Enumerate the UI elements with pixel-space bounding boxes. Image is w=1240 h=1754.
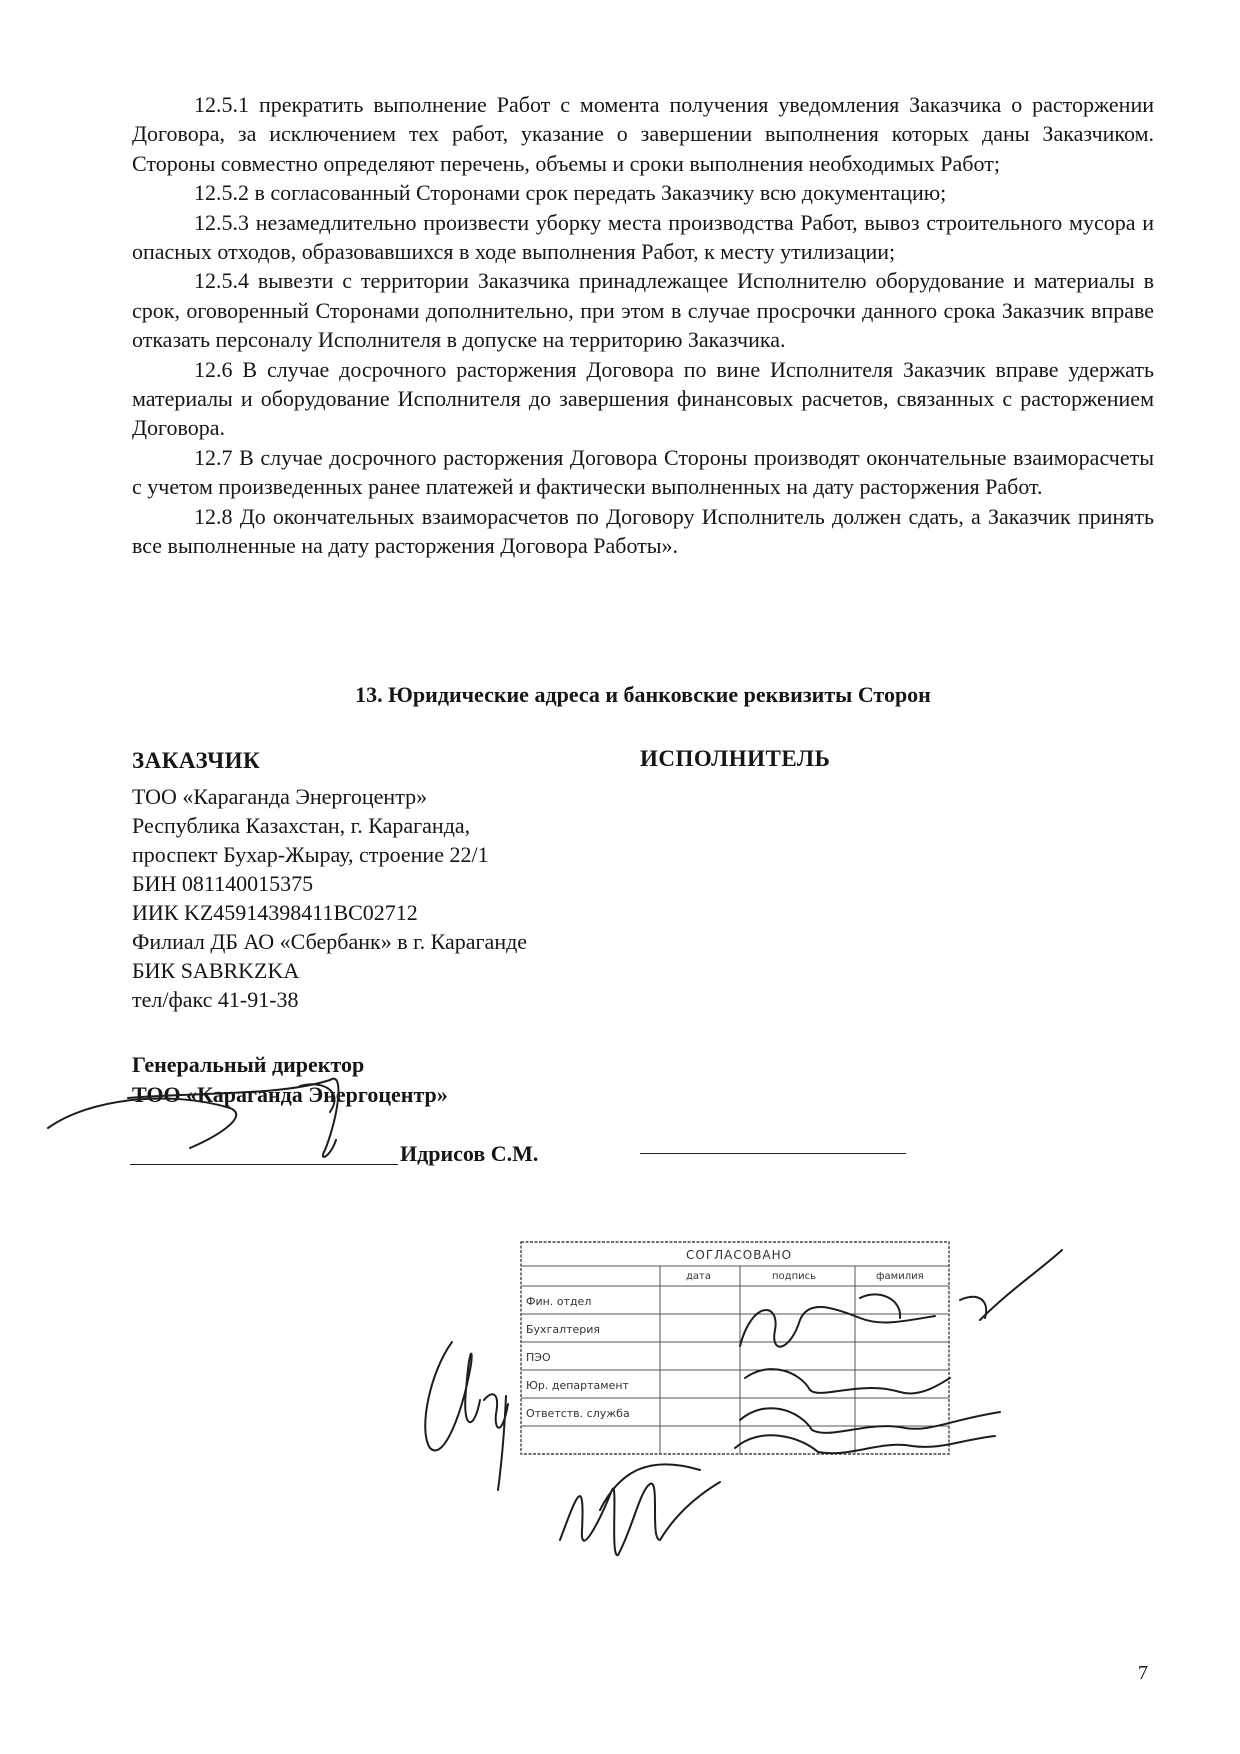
customer-iik: ИИК KZ45914398411BC02712 [132,900,418,925]
stamp-row-finance: Фин. отдел [526,1295,592,1308]
contractor-signature-line [640,1153,906,1154]
stamp-column-signature: подпись [772,1271,816,1282]
customer-street: проспект Бухар-Жырау, строение 22/1 [132,842,489,867]
customer-details [132,782,527,1014]
stamp-row-accounting: Бухгалтерия [526,1323,601,1336]
customer-bik: БИК SABRKZKA [132,958,300,983]
customer-bin: БИН 081140015375 [132,871,314,896]
stamp-column-date: дата [686,1271,711,1282]
stamp-title: СОГЛАСОВАНО [686,1248,793,1262]
clause-12-7: 12.7 В случае досрочного расторжения Договора Стороны производят окончательные взаиморасчеты с учетом произведенных ранее платежей и фактически выполненных на дату расторжения Работ. [132,444,1154,500]
signatory-title: Генеральный директор [132,1052,365,1077]
customer-company: ТОО «Караганда Энергоцентр» [132,784,428,809]
signatory-org: ТОО «Караганда Энергоцентр» [132,1082,448,1107]
stamp-column-surname: фамилия [876,1271,924,1282]
customer-signatory [132,1050,448,1110]
signatory-name: Идрисов С.М. [400,1141,539,1166]
page-number: 7 [1138,1662,1148,1684]
stamp-signature-6 [960,1297,986,1318]
bottom-signature [560,1464,720,1555]
stamp-row-responsible: Ответств. служба [526,1407,630,1420]
clause-12-5-3: 12.5.3 незамедлительно произвести уборку места производства Работ, вывоз строительного мусора и опасных отходов, образовавшихся в ходе выполнения Работ, к месту утилизации; [132,209,1154,265]
contract-text [132,90,1154,561]
clause-12-5-1: 12.5.1 прекратить выполнение Работ с момента получения уведомления Заказчика о расторжении Договора, за исключением тех работ, указание о завершении выполнения которых даны Заказчиком. Стороны совместно определяют перечень, объемы и сроки выполнения необходимых Работ; [132,92,1154,176]
approval-stamp [520,1240,952,1458]
stamp-row-peo: ПЭО [526,1351,551,1364]
clause-12-5-4: 12.5.4 вывезти с территории Заказчика принадлежащее Исполнителю оборудование и материалы в срок, оговоренный Сторонами дополнительно, при этом в случае просрочки данного срока Заказчик вправе отказать персоналу Исполнителя в допуске на территорию Заказчика. [132,268,1154,353]
side-signature [425,1342,508,1490]
clause-12-5-2: 12.5.2 в согласованный Сторонами срок передать Заказчику всю документацию; [194,180,947,206]
customer-city: Республика Казахстан, г. Караганда, [132,813,471,838]
clause-12-8: 12.8 До окончательных взаиморасчетов по Договору Исполнитель должен сдать, а Заказчик принять все выполненные на дату расторжения Договора Работы». [132,503,1154,559]
customer-signature-line [130,1164,398,1165]
customer-heading: ЗАКАЗЧИК [132,748,261,773]
stamp-row-legal: Юр. департамент [526,1379,629,1392]
section-title: 13. Юридические адреса и банковские реквизиты Сторон [355,682,931,707]
customer-phone: тел/факс 41-91-38 [132,987,299,1012]
contractor-heading: ИСПОЛНИТЕЛЬ [640,746,831,771]
customer-bank: Филиал ДБ АО «Сбербанк» в г. Караганде [132,929,528,954]
clause-12-6: 12.6 В случае досрочного расторжения Договора по вине Исполнителя Заказчик вправе удержать материалы и оборудование Исполнителя до завершения финансовых расчетов, связанных с расторжением Договора. [132,356,1154,441]
